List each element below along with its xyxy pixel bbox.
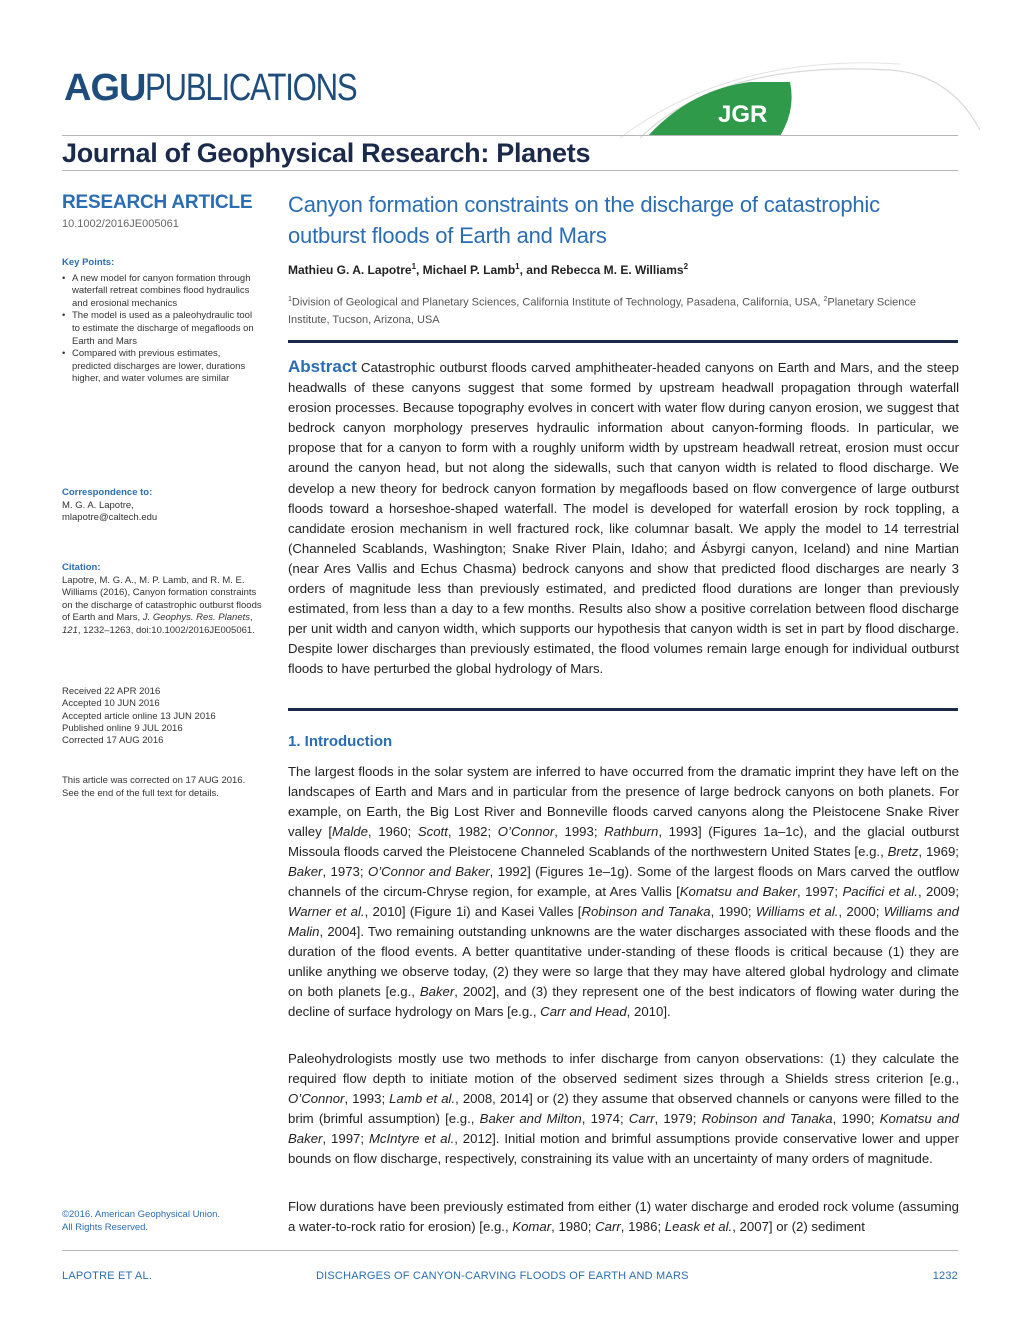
citation-reference[interactable]: McIntyre et al. <box>368 1131 455 1146</box>
citation-reference[interactable]: Lamb et al. <box>389 1091 456 1106</box>
article-title: Canyon formation constraints on the discharge of catastrophic outburst floods of Earth and Mars <box>288 192 880 248</box>
citation-reference[interactable]: Komatsu and Baker <box>288 1111 960 1146</box>
journal-title: Journal of Geophysical Research: Planets <box>62 138 591 168</box>
copyright-line: ©2016. American Geophysical Union. <box>62 1209 221 1220</box>
citation-reference[interactable]: O’Connor and Baker <box>367 864 490 879</box>
citation-reference[interactable]: Warner et al. <box>288 904 365 919</box>
article-dates <box>62 686 262 747</box>
jgr-logo <box>600 60 980 140</box>
citation-label: Citation: <box>62 562 101 573</box>
correction-note: This article was corrected on 17 AUG 2016. See the end of the full text for details. <box>62 775 246 799</box>
abstract-heading: Abstract <box>288 357 357 376</box>
publisher-name-light: PUBLICATIONS <box>145 67 357 109</box>
date-published: Published online 9 JUL 2016 <box>62 722 183 734</box>
doi: 10.1002/2016JE005061 <box>62 218 179 230</box>
citation-reference[interactable]: O’Connor <box>497 824 555 839</box>
copyright-line: All Rights Reserved. <box>62 1221 149 1233</box>
citation-reference[interactable]: Pacifici et al. <box>842 884 918 899</box>
key-points <box>62 257 262 386</box>
abstract-top-divider <box>288 340 958 343</box>
body-paragraph: The largest floods in the solar system are inferred to have occurred from the dramatic imprint they have left on the landscapes of Earth and Mars and in particular from the presence of large bedrock canyons on both planets. For example, on Earth, the Big Lost River and Bonneville floods carved canyons along the Pleistocene Snake River valley [Malde, 1960; Scott, 1982; O’Connor, 1993; Rathburn, 1993] (Figures 1a–1c), and the glacial outburst Missoula floods carved the Pleistocene Channeled Scablands of the northwestern United States [e.g., Bretz, 1969; Baker, 1973; O’Connor and Baker, 1992] (Figures 1e–1g). Some of the largest floods on Mars carved the outflow channels of the circum-Chryse region, for example, at Ares Vallis [Komatsu and Baker, 1997; Pacifici et al., 2009; Warner et al., 2010] (Figure 1i) and Kasei Valles [Robinson and Tanaka, 1990; Williams et al., 2000; Williams and Malin, 2004]. Two remaining outstanding unknowns are the water discharges associated with these floods and the duration of the flood events. A better quantitative under-standing of these floods is critical because (1) they are unlike anything we observe today, (2) they were so large that they may have altered global hydrology and climate on both planets [e.g., Baker, 2002], and (3) they represent one of the best indicators of flowing water during the decline of surface hydrology on Mars [e.g., Carr and Head, 2010]. <box>288 764 960 1019</box>
publisher-name-bold: AGU <box>64 67 146 109</box>
author: , Michael P. Lamb <box>416 263 516 277</box>
date-accepted-online: Accepted article online 13 JUN 2016 <box>62 710 216 722</box>
affiliations: $^1$Division of Geological and Planetary Sciences, California Institute of Technology, Pasadena, California, USA, $^2$Planetary Science Institute, Tucson, Arizona, USA <box>288 296 917 326</box>
citation-text: Lapotre, M. G. A., M. P. Lamb, and R. M. E. Williams (2016), Canyon formation constraints on the discharge of catastrophic outburst floods of Earth and Mars, J. Geophys. Res. Planets, 121, 1232–1263, doi:10.1002/2016JE005061. <box>62 574 262 636</box>
author-list: Mathieu G. A. Lapotre$^1$, Michael P. Lamb$^1$, and Rebecca M. E. Williams$^2$ <box>288 262 689 277</box>
citation-reference[interactable]: Carr <box>628 1111 655 1126</box>
date-received: Received 22 APR 2016 <box>62 686 161 697</box>
body-paragraph: Paleohydrologists mostly use two methods to infer discharge from canyon observations: (1) they calculate the required flow depth to initiate motion of the observed sediment sizes through a Shields stress criterion [e.g., O’Connor, 1993; Lamb et al., 2008, 2014] or (2) they assume that observed channels or canyons were filled to the brim (brimful assumption) [e.g., Baker and Milton, 1974; Carr, 1979; Robinson and Tanaka, 1990; Komatsu and Baker, 1997; McIntyre et al., 2012]. Initial motion and brimful assumptions provide conservative lower and upper bounds on flow discharge, respectively, constraining its value with an uncertainty of many orders of magnitude. <box>288 1051 960 1166</box>
citation <box>62 562 262 638</box>
citation-reference[interactable]: Komar <box>512 1219 552 1234</box>
jgr-logo-text: JGR <box>718 101 768 128</box>
author: Mathieu G. A. Lapotre <box>288 263 412 277</box>
agu-publications-logo <box>62 66 392 110</box>
citation-reference[interactable]: Bretz <box>887 844 919 859</box>
section-heading: 1. Introduction <box>288 733 393 750</box>
key-point: • Compared with previous estimates, predicted discharges are lower, durations higher, and water volumes are similar <box>62 348 262 386</box>
key-points-label: Key Points: <box>62 257 115 268</box>
key-point: • A new model for canyon formation through waterfall retreat combines flood hydraulics and erosional mechanics <box>62 273 262 311</box>
body-paragraph: Flow durations have been previously estimated from either (1) water discharge and eroded rock volume (assuming a water-to-rock ratio for erosion) [e.g., Komar, 1980; Carr, 1986; Leask et al., 2007] or (2) sediment <box>288 1199 959 1234</box>
key-point: • The model is used as a paleohydraulic tool to estimate the discharge of megafloods on Earth and Mars <box>62 310 262 348</box>
citation-reference[interactable]: Leask et al. <box>664 1219 733 1234</box>
citation-reference[interactable]: Baker <box>288 864 323 879</box>
citation-reference[interactable]: Malde <box>332 824 368 839</box>
journal-divider <box>62 170 958 171</box>
copyright <box>62 1209 262 1234</box>
abstract-text: Catastrophic outburst floods carved amphitheater-headed canyons on Earth and Mars, and the steep headwalls of these canyons suggest that some formed by upstream headwall propagation through waterfall erosion processes. Because topography evolves in concert with water flow during canyon erosion, we suggest that bedrock canyon morphology preserves hydraulic information about canyon-forming floods. In particular, we propose that for a canyon to form with a roughly uniform width by upstream headwall retreat, erosion must occur around the canyon head, but not along the sidewalls, such that canyon width is related to flood discharge. We develop a new theory for bedrock canyon formation by megafloods based on flow convergence of large outburst floods toward a horseshoe-shaped waterfall. The model is developed for waterfall erosion by rock toppling, a candidate erosion mechanism in well fractured rock, like columnar basalt. We apply the model to 14 terrestrial (Channeled Scablands, Washington; Snake River Plain, Idaho; and Ásbyrgi canyon, Iceland) and nine Martian (near Ares Vallis and Echus Chasma) bedrock canyons and show that predicted flood discharges are nearly 3 orders of magnitude less than previously estimated, and predicted flood durations are longer than previously estimated, from less than a day to a few months. Results also show a positive correlation between flood discharge per unit width and canyon width, which supports our hypothesis that canyon width is set in part by flood discharge. Despite lower discharges than previously estimated, the flood volumes remain large enough for individual outburst floods to have perturbed the global hydrology of Mars. <box>288 360 959 677</box>
footer-divider <box>62 1250 958 1251</box>
citation-reference[interactable]: Rathburn <box>604 824 659 839</box>
abstract-bottom-divider <box>288 708 958 711</box>
author: , and Rebecca M. E. Williams <box>519 263 684 277</box>
citation-reference[interactable]: Komatsu and Baker <box>679 884 798 899</box>
correspondence <box>62 487 262 525</box>
date-corrected: Corrected 17 AUG 2016 <box>62 735 164 747</box>
page-number: 1232 <box>932 1270 958 1282</box>
correspondence-name: M. G. A. Lapotre, <box>62 499 134 511</box>
citation-reference[interactable]: Robinson and Tanaka <box>581 904 711 919</box>
running-author: LAPOTRE ET AL. <box>62 1270 153 1282</box>
citation-reference[interactable]: Williams and Malin <box>288 904 960 939</box>
abstract <box>288 357 959 680</box>
citation-reference[interactable]: Scott <box>417 824 448 839</box>
citation-reference[interactable]: Baker and Milton <box>479 1111 582 1126</box>
article-type: RESEARCH ARTICLE <box>62 192 253 213</box>
header-divider <box>62 135 958 136</box>
citation-reference[interactable]: O’Connor <box>288 1091 345 1106</box>
date-accepted: Accepted 10 JUN 2016 <box>62 698 160 710</box>
citation-reference[interactable]: Robinson and Tanaka <box>701 1111 833 1126</box>
citation-reference[interactable]: Williams et al. <box>755 904 839 919</box>
citation-reference[interactable]: Carr and Head <box>540 1004 627 1019</box>
citation-reference[interactable]: Carr <box>595 1219 621 1234</box>
running-title: DISCHARGES OF CANYON-CARVING FLOODS OF EARTH AND MARS <box>316 1270 689 1282</box>
correspondence-label: Correspondence to: <box>62 487 153 498</box>
citation-reference[interactable]: Baker <box>419 984 455 999</box>
correspondence-email[interactable]: mlapotre@caltech.edu <box>62 512 158 524</box>
